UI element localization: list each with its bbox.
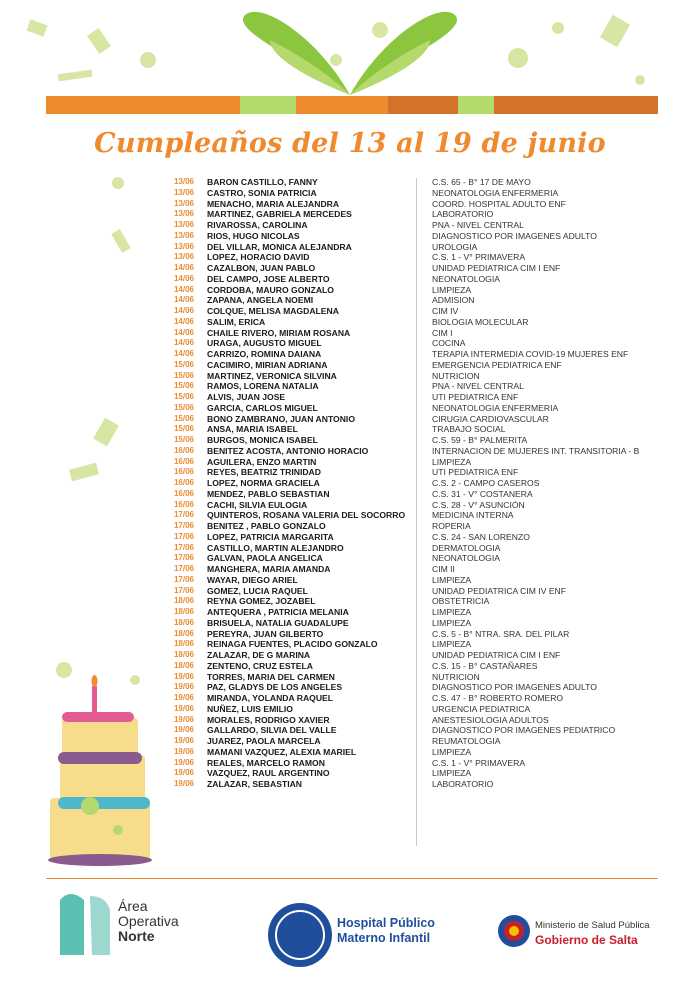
birthday-date: 14/06	[173, 306, 194, 315]
birthday-date: 17/06	[173, 542, 194, 552]
employee-name: BENITEZ , PABLO GONZALO	[207, 521, 326, 531]
employee-name: TORRES, MARIA DEL CARMEN	[207, 671, 335, 682]
birthday-date: 14/06	[173, 295, 194, 305]
employee-area: C.S. 47 - B° ROBERTO ROMERO	[432, 693, 564, 703]
employee-area: LIMPIEZA	[432, 617, 472, 628]
birthday-date: 13/06	[173, 230, 194, 240]
birthday-date: 15/06	[173, 402, 194, 412]
employee-name: PEREYRA, JUAN GILBERTO	[207, 628, 324, 639]
employee-name: WAYAR, DIEGO ARIEL	[207, 574, 298, 585]
employee-area: COCINA	[432, 338, 466, 349]
birthday-date: 14/06	[173, 338, 194, 348]
birthday-list	[150, 177, 640, 790]
birthday-date: 14/06	[173, 284, 194, 294]
employee-name: LOPEZ, NORMA GRACIELA	[207, 478, 320, 488]
list-item	[150, 231, 630, 242]
list-item	[150, 575, 630, 586]
list-item	[150, 295, 630, 306]
list-item	[150, 274, 630, 285]
employee-area: DIAGNOSTICO POR IMAGENES ADULTO	[432, 682, 597, 693]
employee-area: C.S. 1 - V° PRIMAVERA	[432, 252, 526, 263]
employee-name: MENDEZ, PABLO SEBASTIAN	[207, 488, 330, 499]
employee-name: MORALES, RODRIGO XAVIER	[207, 714, 330, 725]
list-item	[150, 467, 630, 478]
birthday-date: 17/06	[173, 553, 194, 563]
list-item	[150, 586, 630, 597]
employee-name: COLQUE, MELISA MAGDALENA	[207, 306, 339, 316]
birthday-date: 16/06	[173, 488, 194, 498]
birthday-date: 17/06	[173, 531, 194, 541]
birthday-date: 15/06	[173, 381, 194, 391]
employee-area: NUTRICION	[432, 370, 480, 381]
employee-area: LIMPIEZA	[432, 639, 472, 650]
employee-area: NEONATOLOGIA ENFERMERIA	[432, 402, 559, 413]
birthday-date: 19/06	[173, 693, 194, 702]
list-item	[150, 489, 630, 500]
employee-name: SALIM, ERICA	[207, 316, 266, 327]
list-item	[150, 403, 630, 414]
employee-area: UNIDAD PEDIATRICA CIM IV ENF	[432, 585, 567, 596]
employee-name: GARCIA, CARLOS MIGUEL	[207, 402, 318, 413]
employee-name: GALLARDO, SILVIA DEL VALLE	[207, 725, 337, 736]
employee-name: MIRANDA, YOLANDA RAQUEL	[207, 693, 334, 703]
employee-name: VAZQUEZ, RAUL ARGENTINO	[207, 768, 330, 779]
list-item	[150, 650, 630, 661]
employee-name: ALVIS, JUAN JOSE	[207, 392, 286, 402]
employee-name: MENACHO, MARIA ALEJANDRA	[207, 198, 340, 209]
list-item	[150, 639, 630, 650]
birthday-date: 13/06	[173, 241, 194, 251]
birthday-date: 13/06	[173, 177, 194, 186]
birthday-date: 18/06	[173, 639, 194, 649]
list-item	[150, 596, 630, 607]
birthday-date: 16/06	[173, 445, 194, 455]
employee-area: LIMPIEZA	[432, 746, 472, 757]
list-item	[150, 510, 630, 521]
employee-name: QUINTEROS, ROSANA VALERIA DEL SOCORRO	[207, 510, 406, 521]
employee-name: ZENTENO, CRUZ ESTELA	[207, 660, 313, 671]
employee-name: MARTINEZ, VERONICA SILVINA	[207, 370, 337, 381]
birthday-date: 15/06	[173, 392, 194, 401]
list-item	[150, 263, 630, 274]
employee-area: UNIDAD PEDIATRICA CIM I ENF	[432, 650, 561, 660]
employee-area: LIMPIEZA	[432, 456, 472, 467]
employee-name: GALVAN, PAOLA ANGELICA	[207, 553, 323, 564]
birthday-date: 13/06	[173, 198, 194, 208]
employee-name: GOMEZ, LUCIA RAQUEL	[207, 585, 308, 596]
list-item	[150, 328, 630, 339]
list-item	[150, 521, 630, 532]
list-item	[150, 242, 630, 253]
list-item	[150, 457, 630, 468]
employee-area: LIMPIEZA	[432, 284, 472, 295]
employee-area: NEONATOLOGIA	[432, 553, 500, 564]
employee-name: BENITEZ ACOSTA, ANTONIO HORACIO	[207, 445, 369, 456]
list-item	[150, 414, 630, 425]
employee-area: UNIDAD PEDIATRICA CIM I ENF	[432, 263, 561, 273]
birthday-date: 18/06	[173, 596, 194, 606]
birthday-date: 19/06	[173, 703, 194, 713]
employee-area: INTERNACION DE MUJERES INT. TRANSITORIA - B	[432, 445, 640, 456]
employee-area: LABORATORIO	[432, 209, 494, 220]
employee-area: C.S. 24 - SAN LORENZO	[432, 531, 530, 542]
list-item	[150, 435, 630, 446]
employee-name: RIOS, HUGO NICOLAS	[207, 230, 300, 241]
birthday-date: 13/06	[173, 220, 194, 229]
birthday-date: 17/06	[173, 574, 194, 584]
employee-area: UROLOGIA	[432, 241, 478, 252]
employee-name: CAZALBON, JUAN PABLO	[207, 263, 316, 273]
birthday-date: 13/06	[173, 252, 194, 262]
employee-name: BRISUELA, NATALIA GUADALUPE	[207, 617, 349, 628]
birthday-date: 19/06	[173, 671, 194, 681]
birthday-date: 14/06	[173, 327, 194, 337]
list-item	[150, 672, 630, 683]
employee-area: C.S. 28 - V° ASUNCIÓN	[432, 499, 525, 510]
list-item	[150, 715, 630, 726]
employee-name: LOPEZ, HORACIO DAVID	[207, 252, 310, 263]
employee-name: LOPEZ, PATRICIA MARGARITA	[207, 531, 334, 542]
birthday-date: 13/06	[173, 187, 194, 197]
list-item	[150, 478, 630, 489]
birthday-date: 18/06	[173, 617, 194, 627]
birthday-date: 19/06	[173, 736, 194, 745]
employee-name: ZALAZAR, DE G MARINA	[207, 650, 311, 660]
employee-name: CHAILE RIVERO, MIRIAM ROSANA	[207, 327, 351, 338]
list-item	[150, 779, 630, 790]
list-item	[150, 693, 630, 704]
employee-area: C.S. 2 - CAMPO CASEROS	[432, 478, 540, 488]
list-item	[150, 188, 630, 199]
employee-name: CORDOBA, MAURO GONZALO	[207, 284, 334, 295]
employee-area: LIMPIEZA	[432, 607, 472, 617]
employee-name: DEL VILLAR, MONICA ALEJANDRA	[207, 241, 352, 252]
birthday-date: 15/06	[173, 424, 194, 434]
employee-name: CASTRO, SONIA PATRICIA	[207, 187, 317, 198]
list-item	[150, 371, 630, 382]
list-item	[150, 543, 630, 554]
birthday-date: 15/06	[173, 370, 194, 380]
logo-gobierno-text: Gobierno de Salta	[535, 933, 638, 947]
list-item	[150, 392, 630, 403]
column-divider	[416, 178, 417, 846]
birthday-date: 16/06	[173, 478, 194, 487]
logo-area-line3: Norte	[118, 928, 155, 944]
employee-name: NUÑEZ, LUIS EMILIO	[207, 703, 293, 714]
birthday-date: 15/06	[173, 359, 194, 369]
birthday-date: 19/06	[173, 746, 194, 756]
birthday-date: 17/06	[173, 521, 194, 530]
birthday-date: 18/06	[173, 607, 194, 616]
list-item	[150, 424, 630, 435]
employee-area: NEONATOLOGIA	[432, 273, 500, 284]
employee-area: CIM IV	[432, 306, 459, 316]
list-item	[150, 349, 630, 360]
birthday-date: 18/06	[173, 650, 194, 659]
list-item	[150, 747, 630, 758]
employee-name: JUAREZ, PAOLA MARCELA	[207, 736, 321, 746]
employee-area: TRABAJO SOCIAL	[432, 424, 506, 435]
employee-area: EMERGENCIA PEDIATRICA ENF	[432, 359, 562, 370]
employee-name: BONO ZAMBRANO, JUAN ANTONIO	[207, 413, 356, 424]
birthday-date: 14/06	[173, 349, 194, 358]
list-item	[150, 285, 630, 296]
employee-area: C.S. 15 - B° CASTAÑARES	[432, 660, 538, 671]
birthday-date: 19/06	[173, 725, 194, 735]
employee-name: MARTINEZ, GABRIELA MERCEDES	[207, 209, 352, 220]
list-item	[150, 199, 630, 210]
employee-area: BIOLOGIA MOLECULAR	[432, 316, 529, 327]
employee-name: CACIMIRO, MIRIAN ADRIANA	[207, 359, 328, 370]
list-item	[150, 306, 630, 317]
employee-area: ANESTESIOLOGIA ADULTOS	[432, 714, 549, 725]
list-item	[150, 758, 630, 769]
employee-area: NEONATOLOGIA ENFERMERIA	[432, 187, 559, 198]
list-item	[150, 553, 630, 564]
list-item	[150, 564, 630, 575]
employee-name: RAMOS, LORENA NATALIA	[207, 381, 319, 392]
list-item	[150, 177, 630, 188]
employee-area: LIMPIEZA	[432, 768, 472, 779]
gobierno-salta-logo	[497, 908, 667, 958]
employee-area: C.S. 1 - V° PRIMAVERA	[432, 757, 526, 768]
birthday-date: 19/06	[173, 682, 194, 692]
list-item	[150, 220, 630, 231]
employee-name: REYES, BEATRIZ TRINIDAD	[207, 467, 321, 478]
employee-name: BARON CASTILLO, FANNY	[207, 177, 318, 187]
logo-area-line1: Área	[118, 898, 148, 914]
list-item	[150, 682, 630, 693]
area-operativa-norte-logo	[56, 895, 216, 959]
birthday-date: 19/06	[173, 779, 194, 788]
list-item	[150, 317, 630, 328]
footer-divider	[46, 878, 658, 879]
logo-hospital-line1: Hospital Público	[337, 916, 435, 930]
employee-area: ADMISION	[432, 295, 475, 306]
list-item	[150, 252, 630, 263]
employee-name: REALES, MARCELO RAMON	[207, 757, 325, 768]
birthday-date: 17/06	[173, 564, 194, 573]
employee-area: URGENCIA PEDIATRICA	[432, 703, 531, 714]
employee-name: CASTILLO, MARTIN ALEJANDRO	[207, 542, 344, 553]
logo-area-line2: Operativa	[118, 913, 179, 929]
list-item	[150, 209, 630, 220]
employee-area: DIAGNOSTICO POR IMAGENES PEDIATRICO	[432, 725, 616, 736]
employee-name: MANGHERA, MARIA AMANDA	[207, 564, 331, 574]
list-item	[150, 704, 630, 715]
employee-name: ANTEQUERA , PATRICIA MELANIA	[207, 607, 349, 617]
list-item	[150, 618, 630, 629]
employee-name: AGUILERA, ENZO MARTIN	[207, 456, 317, 467]
employee-area: UTI PEDIATRICA ENF	[432, 467, 519, 478]
list-item	[150, 338, 630, 349]
logo-ministerio-text: Ministerio de Salud Pública	[535, 920, 650, 931]
employee-name: RIVAROSSA, CAROLINA	[207, 220, 308, 230]
employee-name: BURGOS, MONICA ISABEL	[207, 435, 318, 445]
birthday-date: 16/06	[173, 467, 194, 477]
birthday-date: 16/06	[173, 499, 194, 509]
employee-area: PNA - NIVEL CENTRAL	[432, 220, 524, 230]
employee-name: ZAPANA, ANGELA NOEMI	[207, 295, 314, 306]
list-item	[150, 736, 630, 747]
employee-area: C.S. 5 - B° NTRA. SRA. DEL PILAR	[432, 628, 570, 639]
employee-area: CIM II	[432, 564, 455, 574]
hospital-logo	[265, 906, 475, 962]
birthday-date: 15/06	[173, 413, 194, 423]
employee-area: C.S. 65 - B° 17 DE MAYO	[432, 177, 531, 187]
employee-name: ZALAZAR, SEBASTIAN	[207, 779, 303, 789]
list-item	[150, 532, 630, 543]
birthday-date: 18/06	[173, 628, 194, 638]
employee-area: LIMPIEZA	[432, 574, 472, 585]
employee-name: ANSA, MARIA ISABEL	[207, 424, 298, 435]
birthday-date: 17/06	[173, 585, 194, 595]
list-item	[150, 445, 640, 457]
employee-area: CIM I	[432, 327, 453, 338]
list-item	[150, 500, 630, 511]
birthday-date: 19/06	[173, 768, 194, 778]
employee-area: NUTRICION	[432, 671, 480, 682]
employee-area: DERMATOLOGIA	[432, 542, 501, 553]
employee-area: PNA - NIVEL CENTRAL	[432, 381, 524, 392]
employee-area: REUMATOLOGIA	[432, 736, 501, 746]
list-item	[150, 607, 630, 618]
employee-area: TERAPIA INTERMEDIA COVID-19 MUJERES ENF	[432, 349, 629, 359]
employee-name: CARRIZO, ROMINA DAIANA	[207, 349, 322, 359]
birthday-date: 14/06	[173, 273, 194, 283]
employee-name: REYNA GOMEZ, JOZABEL	[207, 596, 316, 607]
list-item	[150, 768, 630, 779]
employee-name: MAMANI VAZQUEZ, ALEXIA MARIEL	[207, 746, 357, 757]
list-item	[150, 661, 630, 672]
birthday-date: 14/06	[173, 263, 194, 272]
birthday-date: 16/06	[173, 456, 194, 466]
employee-area: UTI PEDIATRICA ENF	[432, 392, 519, 402]
list-item	[150, 725, 630, 736]
birthday-date: 13/06	[173, 209, 194, 219]
logo-hospital-line2: Materno Infantil	[337, 931, 431, 945]
employee-name: CACHI, SILVIA EULOGIA	[207, 499, 308, 510]
employee-name: URAGA, AUGUSTO MIGUEL	[207, 338, 322, 349]
page-title: Cumpleaños del 13 al 19 de junio	[94, 128, 606, 159]
birthday-date: 18/06	[173, 660, 194, 670]
employee-area: OBSTETRICIA	[432, 596, 490, 607]
employee-area: LABORATORIO	[432, 779, 494, 789]
employee-area: COORD. HOSPITAL ADULTO ENF	[432, 198, 566, 209]
birthday-date: 17/06	[173, 510, 194, 520]
employee-area: ROPERIA	[432, 521, 471, 531]
employee-name: DEL CAMPO, JOSE ALBERTO	[207, 273, 330, 284]
list-item	[150, 381, 630, 392]
employee-area: CIRUGIA CARDIOVASCULAR	[432, 413, 549, 424]
list-item	[150, 360, 630, 371]
birthday-date: 14/06	[173, 316, 194, 326]
list-item	[150, 629, 630, 640]
employee-name: PAZ, GLADYS DE LOS ANGELES	[207, 682, 343, 693]
birthday-date: 15/06	[173, 435, 194, 444]
employee-name: REINAGA FUENTES, PLACIDO GONZALO	[207, 639, 378, 650]
employee-area: MEDICINA INTERNA	[432, 510, 514, 521]
employee-area: C.S. 31 - V° COSTANERA	[432, 488, 533, 499]
employee-area: DIAGNOSTICO POR IMAGENES ADULTO	[432, 230, 597, 241]
employee-area: C.S. 59 - B° PALMERITA	[432, 435, 528, 445]
birthday-date: 19/06	[173, 757, 194, 767]
birthday-date: 19/06	[173, 714, 194, 724]
